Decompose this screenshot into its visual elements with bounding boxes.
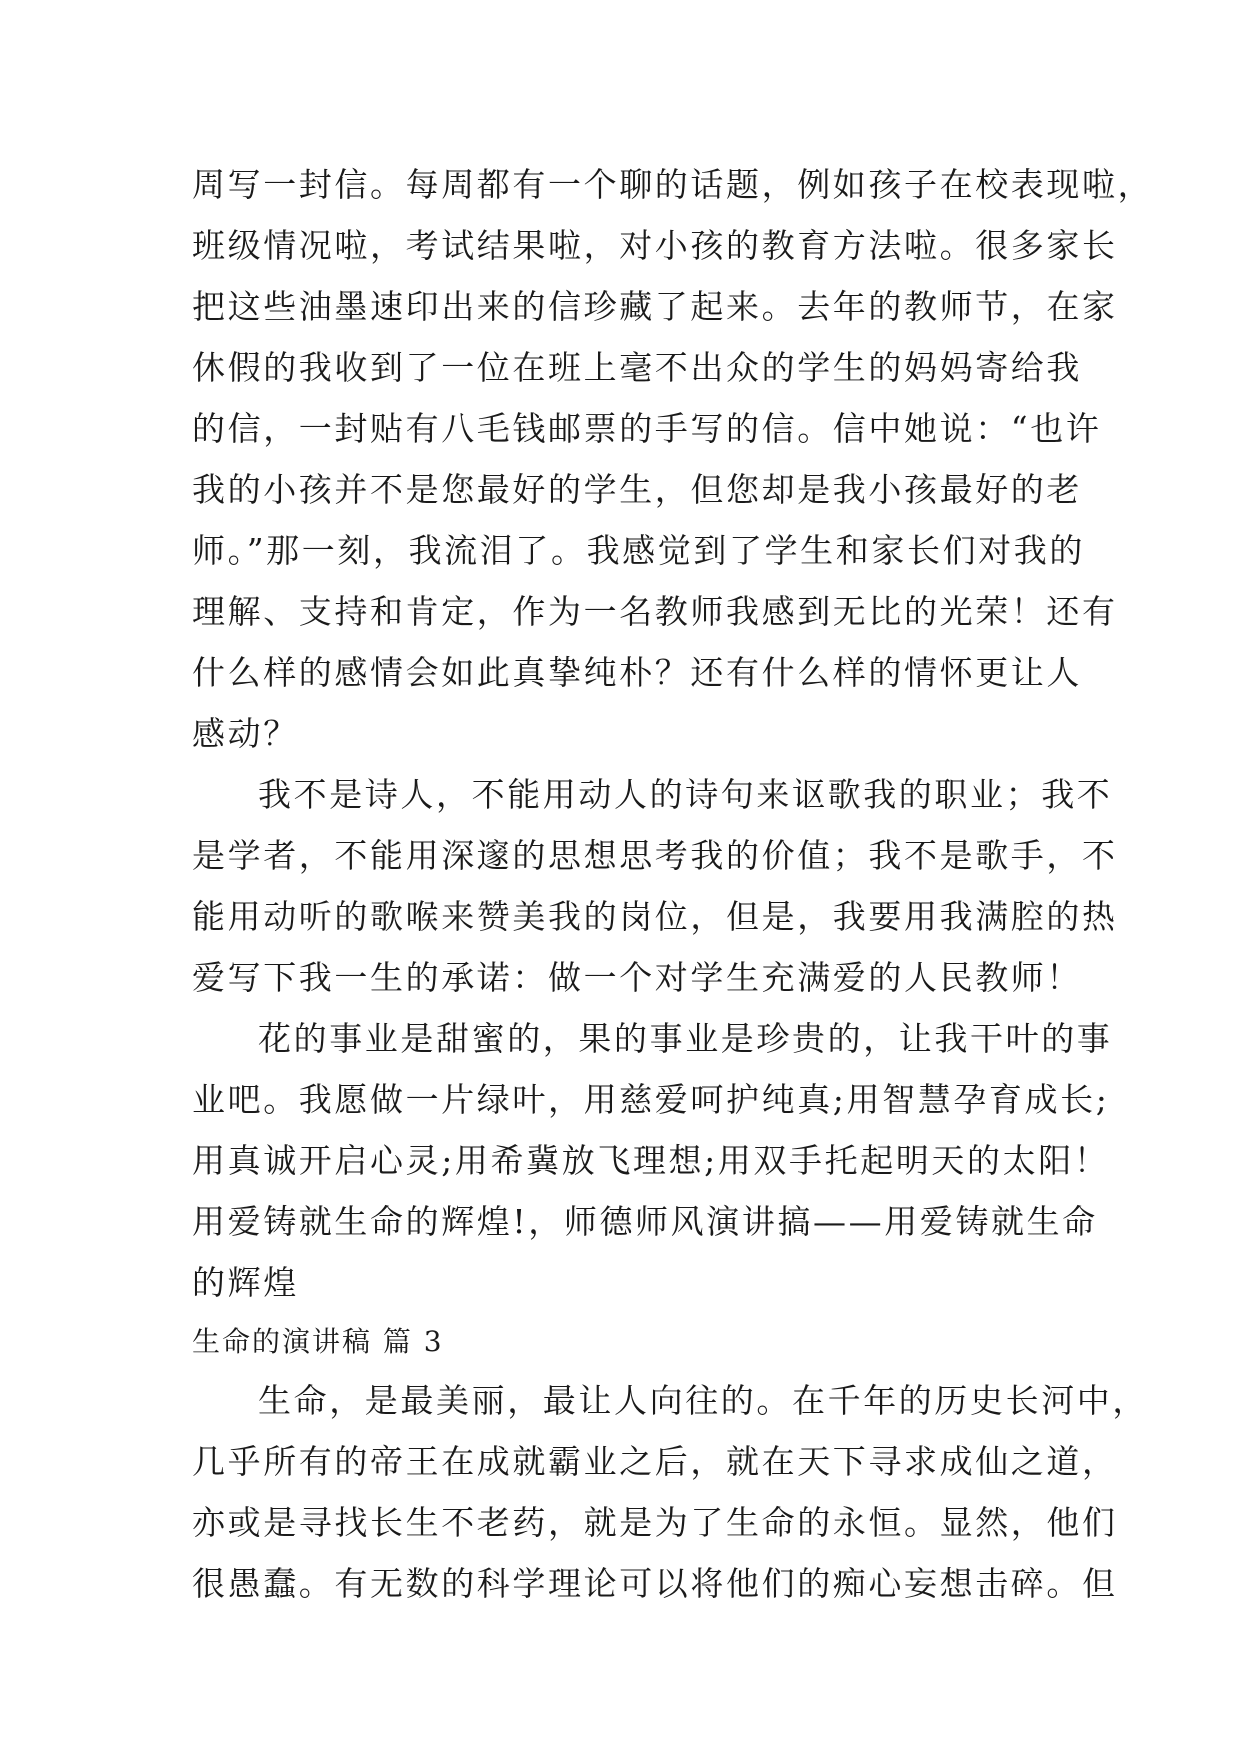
body-text-line: 很愚蠢。有无数的科学理论可以将他们的痴心妄想击碎。但: [192, 1564, 1118, 1603]
body-text-line: 什么样的感情会如此真挚纯朴？还有什么样的情怀更让人: [192, 653, 1082, 692]
body-text-line: 能用动听的歌喉来赞美我的岗位，但是，我要用我满腔的热: [192, 897, 1118, 936]
body-text-line: 是学者，不能用深邃的思想思考我的价值；我不是歌手，不: [192, 836, 1118, 875]
body-text-line: 几乎所有的帝王在成就霸业之后，就在天下寻求成仙之道，: [192, 1442, 1118, 1481]
body-text-line: 用真诚开启心灵;用希冀放飞理想;用双手托起明天的太阳！: [192, 1141, 1110, 1180]
paragraph-first-line: 我不是诗人，不能用动人的诗句来讴歌我的职业；我不: [258, 775, 1113, 814]
body-text-line: 周写一封信。每周都有一个聊的话题，例如孩子在校表现啦，: [192, 165, 1154, 204]
body-text-line: 感动？: [192, 714, 299, 753]
body-text-line: 休假的我收到了一位在班上毫不出众的学生的妈妈寄给我: [192, 348, 1082, 387]
body-text-line: 的信，一封贴有八毛钱邮票的手写的信。信中她说：“也许: [192, 409, 1102, 448]
body-text-line: 用爱铸就生命的辉煌!，师德师风演讲搞——用爱铸就生命: [192, 1202, 1098, 1241]
body-text-line: 班级情况啦，考试结果啦，对小孩的教育方法啦。很多家长: [192, 226, 1118, 265]
paragraph-first-line: 花的事业是甜蜜的，果的事业是珍贵的，让我干叶的事: [258, 1019, 1113, 1058]
body-text-line: 把这些油墨速印出来的信珍藏了起来。去年的教师节，在家: [192, 287, 1118, 326]
paragraph-first-line: 生命，是最美丽，最让人向往的。在千年的历史长河中，: [258, 1381, 1148, 1420]
body-text-line: 理解、支持和肯定，作为一名教师我感到无比的光荣！还有: [192, 592, 1118, 631]
body-text-line: 我的小孩并不是您最好的学生，但您却是我小孩最好的老: [192, 470, 1082, 509]
body-text-line: 业吧。我愿做一片绿叶，用慈爱呵护纯真;用智慧孕育成长;: [192, 1080, 1110, 1119]
body-text-line: 亦或是寻找长生不老药，就是为了生命的永恒。显然，他们: [192, 1503, 1118, 1542]
body-text-line: 爱写下我一生的承诺：做一个对学生充满爱的人民教师！: [192, 958, 1082, 997]
body-text-line: 师。”那一刻，我流泪了。我感觉到了学生和家长们对我的: [192, 531, 1085, 570]
section-heading: 生命的演讲稿 篇 3: [192, 1325, 444, 1358]
body-text-line: 的辉煌: [192, 1263, 299, 1302]
